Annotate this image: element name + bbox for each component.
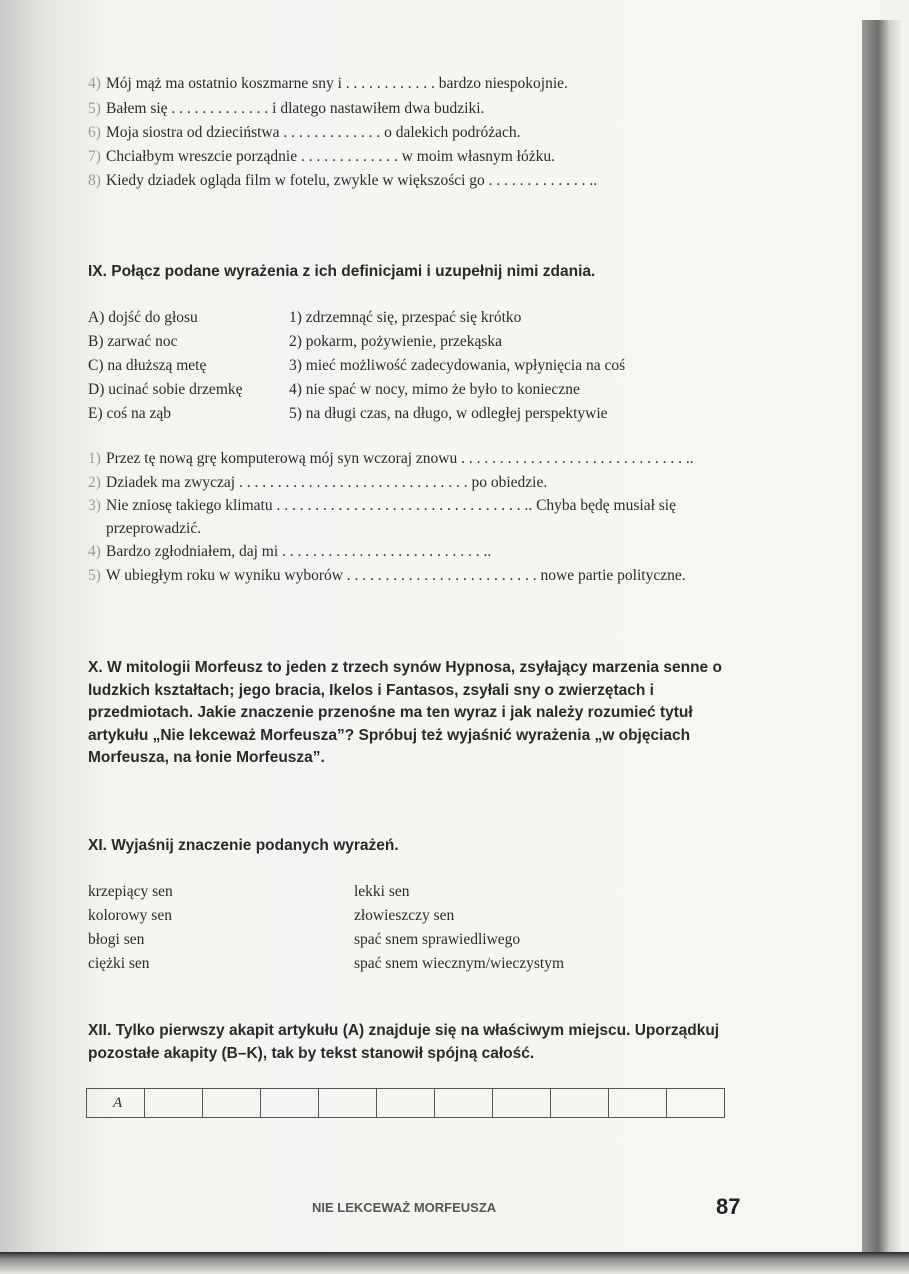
expression-d: D) ucinać sobie drzemkę — [88, 381, 243, 398]
exercise-11-heading: XI. Wyjaśnij znaczenie podanych wyrażeń. — [88, 837, 399, 854]
answer-cell[interactable] — [260, 1088, 319, 1118]
definition-1: 1) zdrzemnąć się, przespać się krótko — [289, 309, 522, 326]
page-bottom-edge — [0, 1252, 909, 1274]
running-footer-title: NIE LEKCEWAŻ MORFEUSZA — [312, 1200, 497, 1215]
sentence-4: 4) Mój mąż ma ostatnio koszmarne sny i . . . . . . . . . . . . bardzo niespokojnie. — [88, 75, 568, 92]
ex11-left-item: ciężki sen — [88, 955, 150, 972]
answer-cell[interactable] — [492, 1088, 551, 1118]
exercise-12-heading-line1: XII. Tylko pierwszy akapit artykułu (A) znajduje się na właściwym miejscu. Uporządkuj — [88, 1022, 720, 1039]
ex11-right-item: spać snem sprawiedliwego — [354, 931, 521, 948]
answer-cell[interactable] — [376, 1088, 435, 1118]
ex11-right-item: lekki sen — [354, 883, 410, 900]
definition-3: 3) mieć możliwość zadecydowania, wpłynięcia na coś — [289, 357, 626, 374]
ex9-sentence-3: 3) Nie zniosę takiego klimatu . . . . . . . . . . . . . . . . . . . . . . . . . . . . . . . . .. Chyba będę musiał się — [88, 497, 676, 514]
exercise-9-heading: IX. Połącz podane wyrażenia z ich definicjami i uzupełnij nimi zdania. — [88, 263, 596, 280]
page-number: 87 — [716, 1194, 741, 1219]
exercise-12-heading-line2: pozostałe akapity (B–K), tak by tekst stanowił spójną całość. — [88, 1045, 535, 1062]
answer-cell[interactable] — [608, 1088, 667, 1118]
definition-2: 2) pokarm, pożywienie, przekąska — [289, 333, 503, 350]
definitions-list — [289, 306, 625, 426]
sentence-5: 5) Bałem się . . . . . . . . . . . . . i dlatego nastawiłem dwa budziki. — [88, 100, 485, 117]
ex9-sentence-3-cont: przeprowadzić. — [106, 520, 202, 537]
answer-cell[interactable] — [144, 1088, 203, 1118]
expression-c: C) na dłuższą metę — [88, 357, 207, 374]
sentence-6: 6) Moja siostra od dzieciństwa . . . . . . . . . . . . . o dalekich podróżach. — [88, 124, 521, 141]
expression-e: E) coś na ząb — [88, 405, 172, 422]
exercise-10-text: X. W mitologii Morfeusz to jeden z trzech synów Hypnosa, zsyłający marzenia senne o ludzkich kształtach; jego bracia, Ikelos i Fantasos, zsyłali sny o zwierzętach i przedmiotach. Jakie znaczenie przenośne ma ten wyraz i jak należy rozumieć tytuł artykułu „Nie lekceważ Morfeusza”? Spróbuj też wyjaśnić wyrażenia „w objęciach Morfeusza, na łonie Morfeusza”. — [88, 659, 722, 766]
ex9-sentence-5: 5) W ubiegłym roku w wyniku wyborów . . . . . . . . . . . . . . . . . . . . . . . . . nowe partie polityczne. — [88, 567, 686, 584]
answer-cell[interactable] — [666, 1088, 725, 1118]
answer-cell[interactable] — [318, 1088, 377, 1118]
ex9-sentence-2: 2) Dziadek ma zwyczaj . . . . . . . . . . . . . . . . . . . . . . . . . . . . . . po obiedzie. — [88, 474, 548, 491]
ex9-sentence-4: 4) Bardzo zgłodniałem, daj mi . . . . . . . . . . . . . . . . . . . . . . . . . . .. — [88, 543, 492, 560]
answer-cell[interactable] — [550, 1088, 609, 1118]
book-spine-shadow — [862, 20, 902, 1260]
ex9-sentence-1: 1) Przez tę nową grę komputerową mój syn wczoraj znowu . . . . . . . . . . . . . . . . . . . . . . . . . . . . . .. — [88, 450, 694, 467]
ex11-right-list — [354, 880, 564, 976]
expression-b: B) zarwać noc — [88, 333, 178, 350]
sentence-7: 7) Chciałbym wreszcie porządnie . . . . . . . . . . . . . w moim własnym łóżku. — [88, 148, 555, 165]
ex11-left-item: kolorowy sen — [88, 907, 172, 924]
ex11-left-item: krzepiący sen — [88, 883, 173, 900]
answer-cell[interactable] — [202, 1088, 261, 1118]
ex11-left-list — [88, 880, 173, 976]
sentence-8: 8) Kiedy dziadek ogląda film w fotelu, zwykle w większości go . . . . . . . . . . . . . .. — [88, 172, 598, 189]
answer-cell[interactable]: A — [86, 1088, 145, 1118]
expression-a: A) dojść do głosu — [88, 309, 198, 326]
expressions-list — [88, 306, 243, 426]
definition-4: 4) nie spać w nocy, mimo że było to konieczne — [289, 381, 580, 398]
answer-grid — [87, 1088, 725, 1118]
ex11-left-item: błogi sen — [88, 931, 145, 948]
ex11-right-item: złowieszczy sen — [354, 907, 455, 924]
answer-cell[interactable] — [434, 1088, 493, 1118]
ex11-right-item: spać snem wiecznym/wieczystym — [354, 955, 565, 972]
definition-5: 5) na długi czas, na długo, w odległej perspektywie — [289, 405, 608, 422]
